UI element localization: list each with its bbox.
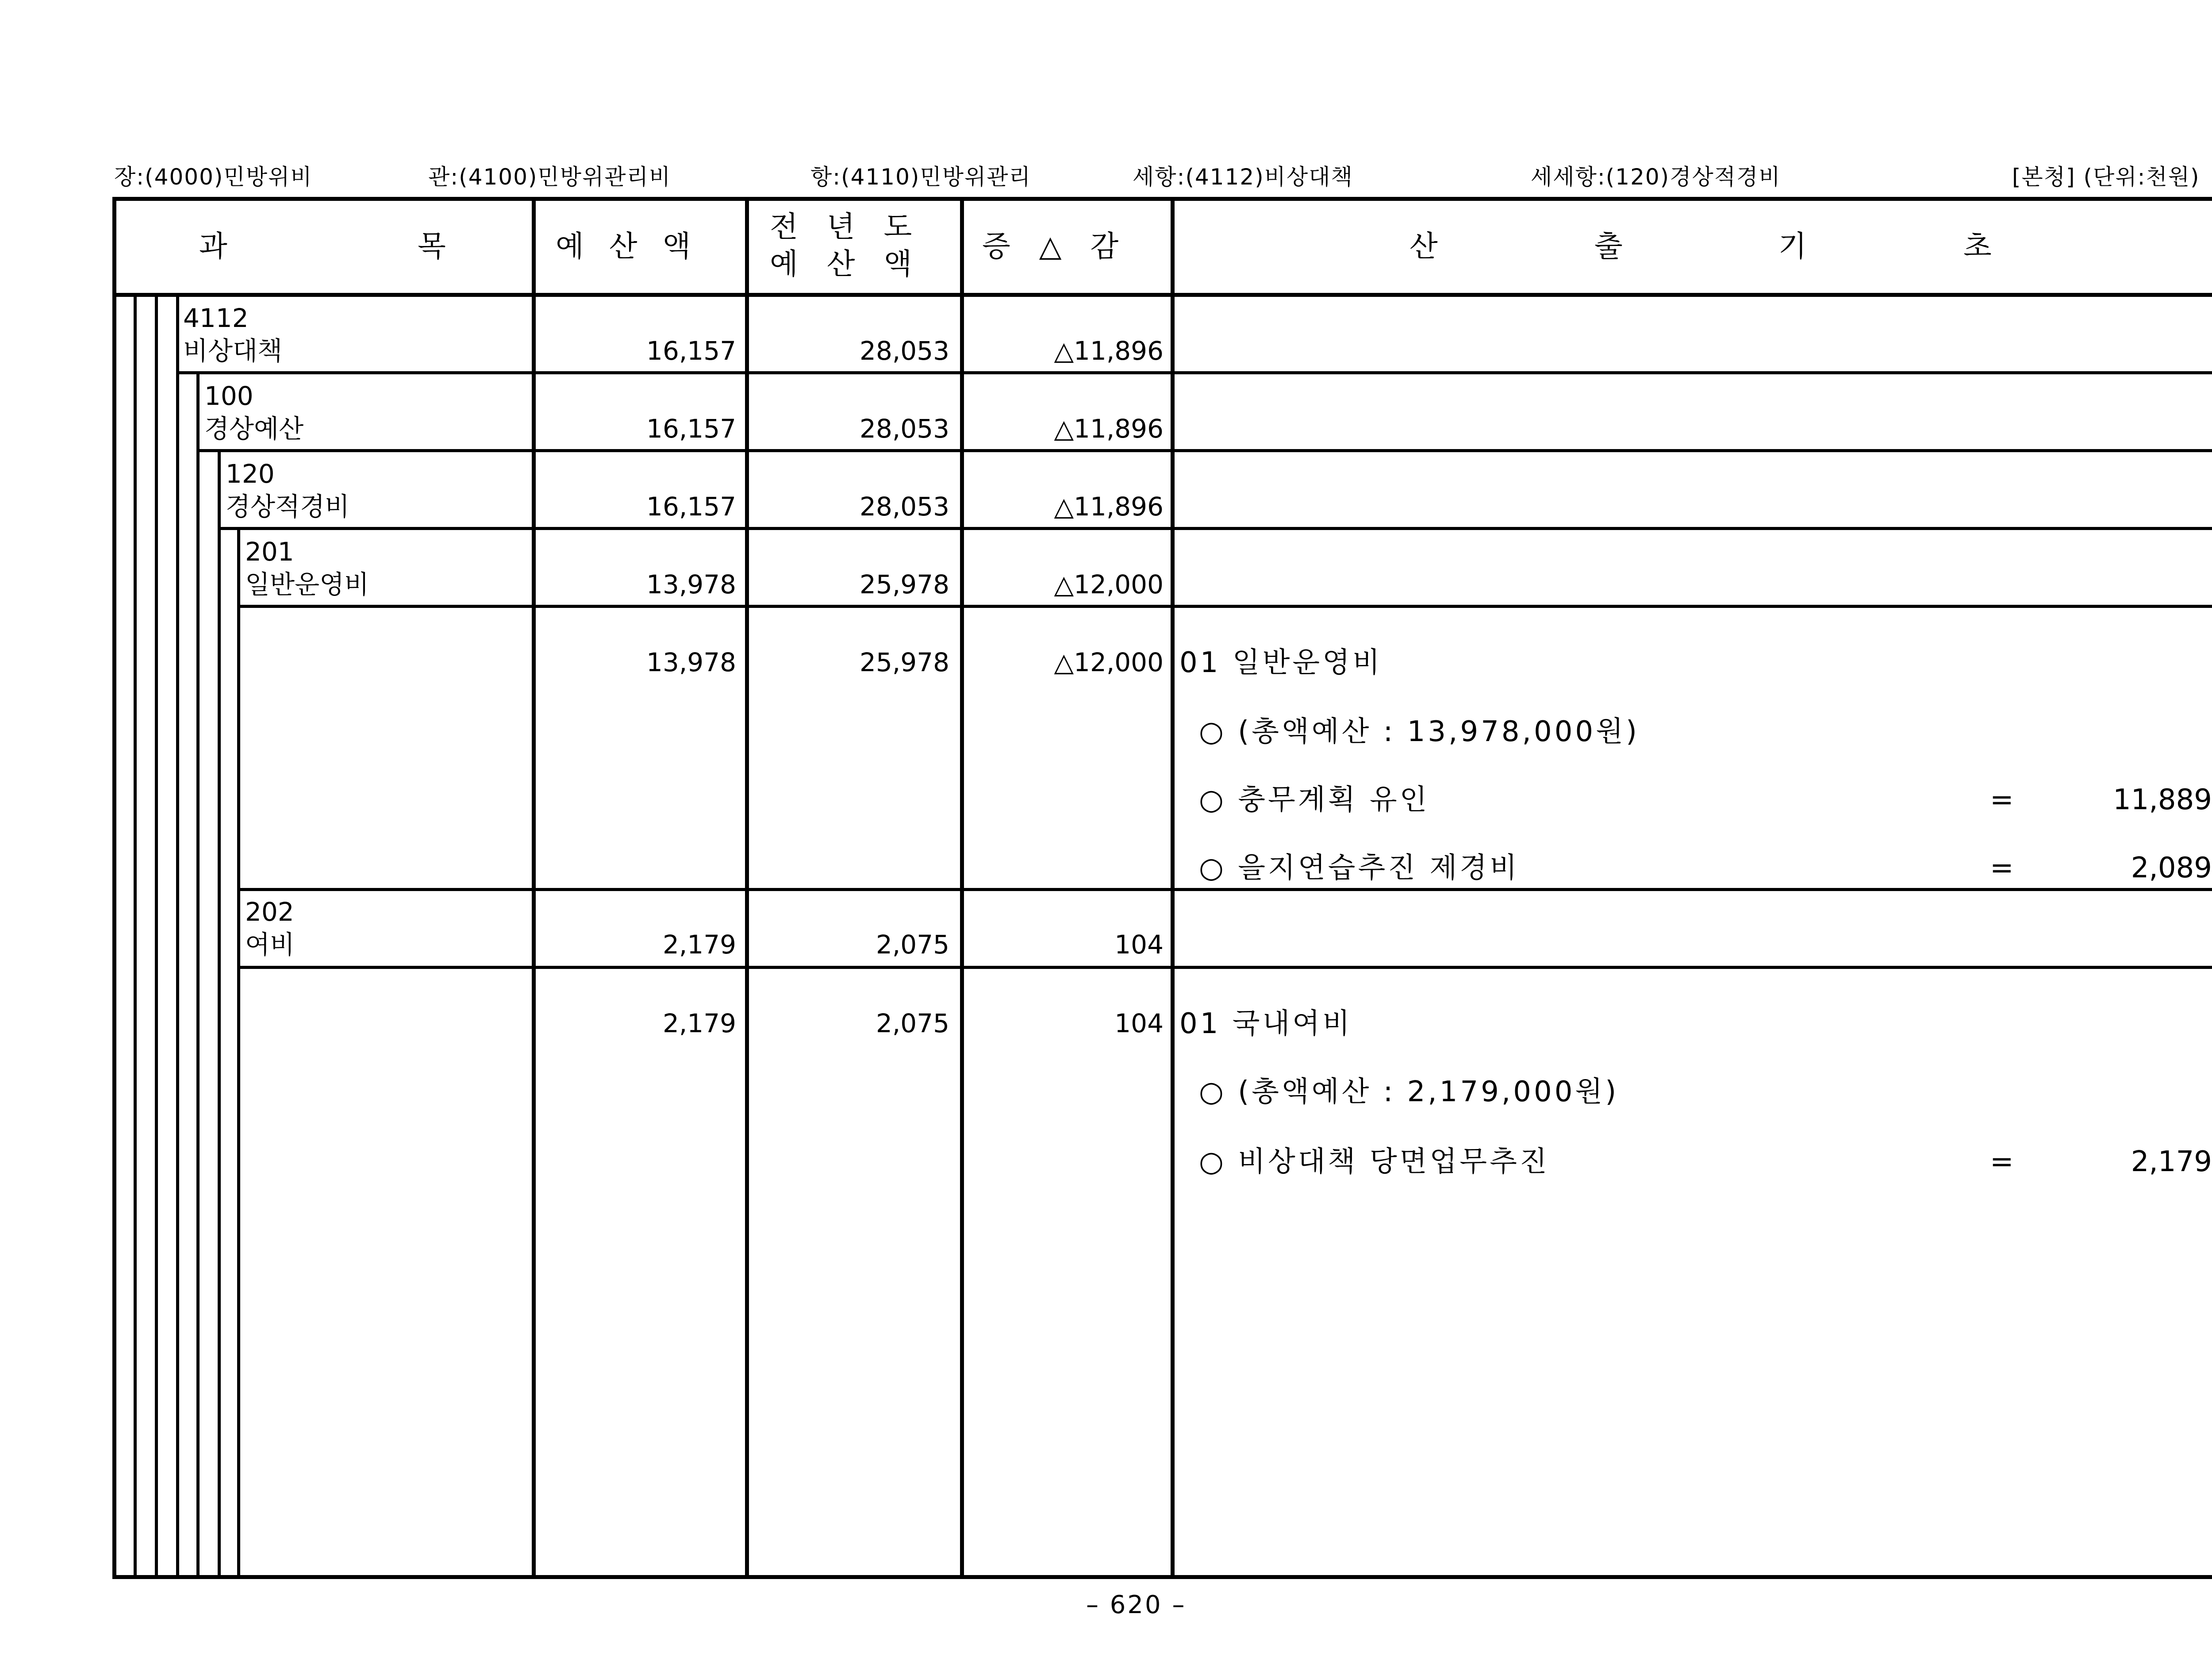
header-sehang: 세항:(4112)비상대책 [1133,164,1353,190]
row-rule [218,527,2212,530]
detail-line: ○ 비상대책 당면업무추진 [1199,1145,1550,1178]
row-code: 4112 [183,303,249,333]
row-code: 120 [226,459,275,489]
row-prev: 28,053 [860,492,949,522]
tree-line [176,295,179,1579]
header-jang: 장:(4000)민방위비 [114,164,313,190]
row-code: 201 [245,537,294,567]
header-rule [112,293,2212,297]
detail-amount: 11,889 [2113,784,2212,816]
header-gwan: 관:(4100)민방위관리비 [428,164,672,190]
row-name: 비상대책 [183,336,283,366]
row-prev: 28,053 [860,414,949,444]
detail-change: 104 [1114,1008,1164,1038]
detail-budget: 13,978 [646,647,736,677]
detail-amount: 2,179 [2131,1145,2212,1178]
detail-amount: 2,089 [2131,852,2212,884]
tree-line [237,529,240,1579]
row-prev: 28,053 [860,336,949,366]
row-budget: 2,179 [662,930,736,960]
row-rule [237,966,2212,969]
detail-line: ○ 충무계획 유인 [1199,784,1430,816]
row-budget: 16,157 [646,336,736,366]
page-number: – 620 – [1086,1591,1187,1619]
row-rule [237,605,2212,608]
col-basis-2: 출 [1594,229,1623,263]
detail-line: ○ 을지연습추진 제경비 [1199,852,1520,884]
row-budget: 13,978 [646,569,736,599]
row-prev: 25,978 [860,569,949,599]
header-sesehang: 세세항:(120)경상적경비 [1531,164,1781,190]
row-change: △12,000 [1054,569,1164,599]
tree-line [218,451,221,1579]
row-budget: 16,157 [646,492,736,522]
row-code: 100 [204,381,253,411]
row-name: 경상적경비 [226,492,350,522]
header-unit: [본청] (단위:천원) [2012,164,2200,190]
header-hang: 항:(4110)민방위관리 [810,164,1031,190]
detail-eq: = [1990,852,2014,884]
detail-eq: = [1990,1145,2014,1178]
detail-title: 01 국내여비 [1179,1007,1353,1040]
col-prev-top: 전 년 도 [770,210,922,244]
col-prev-bottom: 예 산 액 [770,247,922,281]
col-basis-4: 초 [1963,229,1992,263]
detail-budget: 2,179 [662,1008,736,1038]
detail-prev: 25,978 [860,647,949,677]
col-budget: 예 산 액 [556,229,699,263]
row-name: 여비 [245,930,295,960]
row-change: △11,896 [1054,414,1164,444]
detail-prev: 2,075 [876,1008,949,1038]
row-rule [176,371,2212,374]
row-change: △11,896 [1054,336,1164,366]
row-budget: 16,157 [646,414,736,444]
col-change: 증 △ 감 [982,229,1129,263]
detail-eq: = [1990,784,2014,816]
col-subject-left: 과 [199,229,227,263]
tree-line [196,373,200,1579]
col-basis-1: 산 [1409,229,1438,263]
row-name: 경상예산 [204,414,304,444]
col-basis-3: 기 [1778,229,1807,263]
detail-line: ○ (총액예산 : 13,978,000원) [1199,715,1640,748]
row-change: 104 [1114,930,1164,960]
detail-line: ○ (총액예산 : 2,179,000원) [1199,1076,1619,1108]
row-rule [237,888,2212,891]
row-change: △11,896 [1054,492,1164,522]
detail-change: △12,000 [1054,647,1164,677]
row-prev: 2,075 [876,930,949,960]
tree-line [155,295,158,1579]
row-rule [196,449,2212,452]
row-name: 일반운영비 [245,569,369,599]
tree-line [134,295,137,1579]
row-code: 202 [245,897,294,927]
detail-title: 01 일반운영비 [1179,646,1382,679]
col-subject-right: 목 [418,229,446,263]
